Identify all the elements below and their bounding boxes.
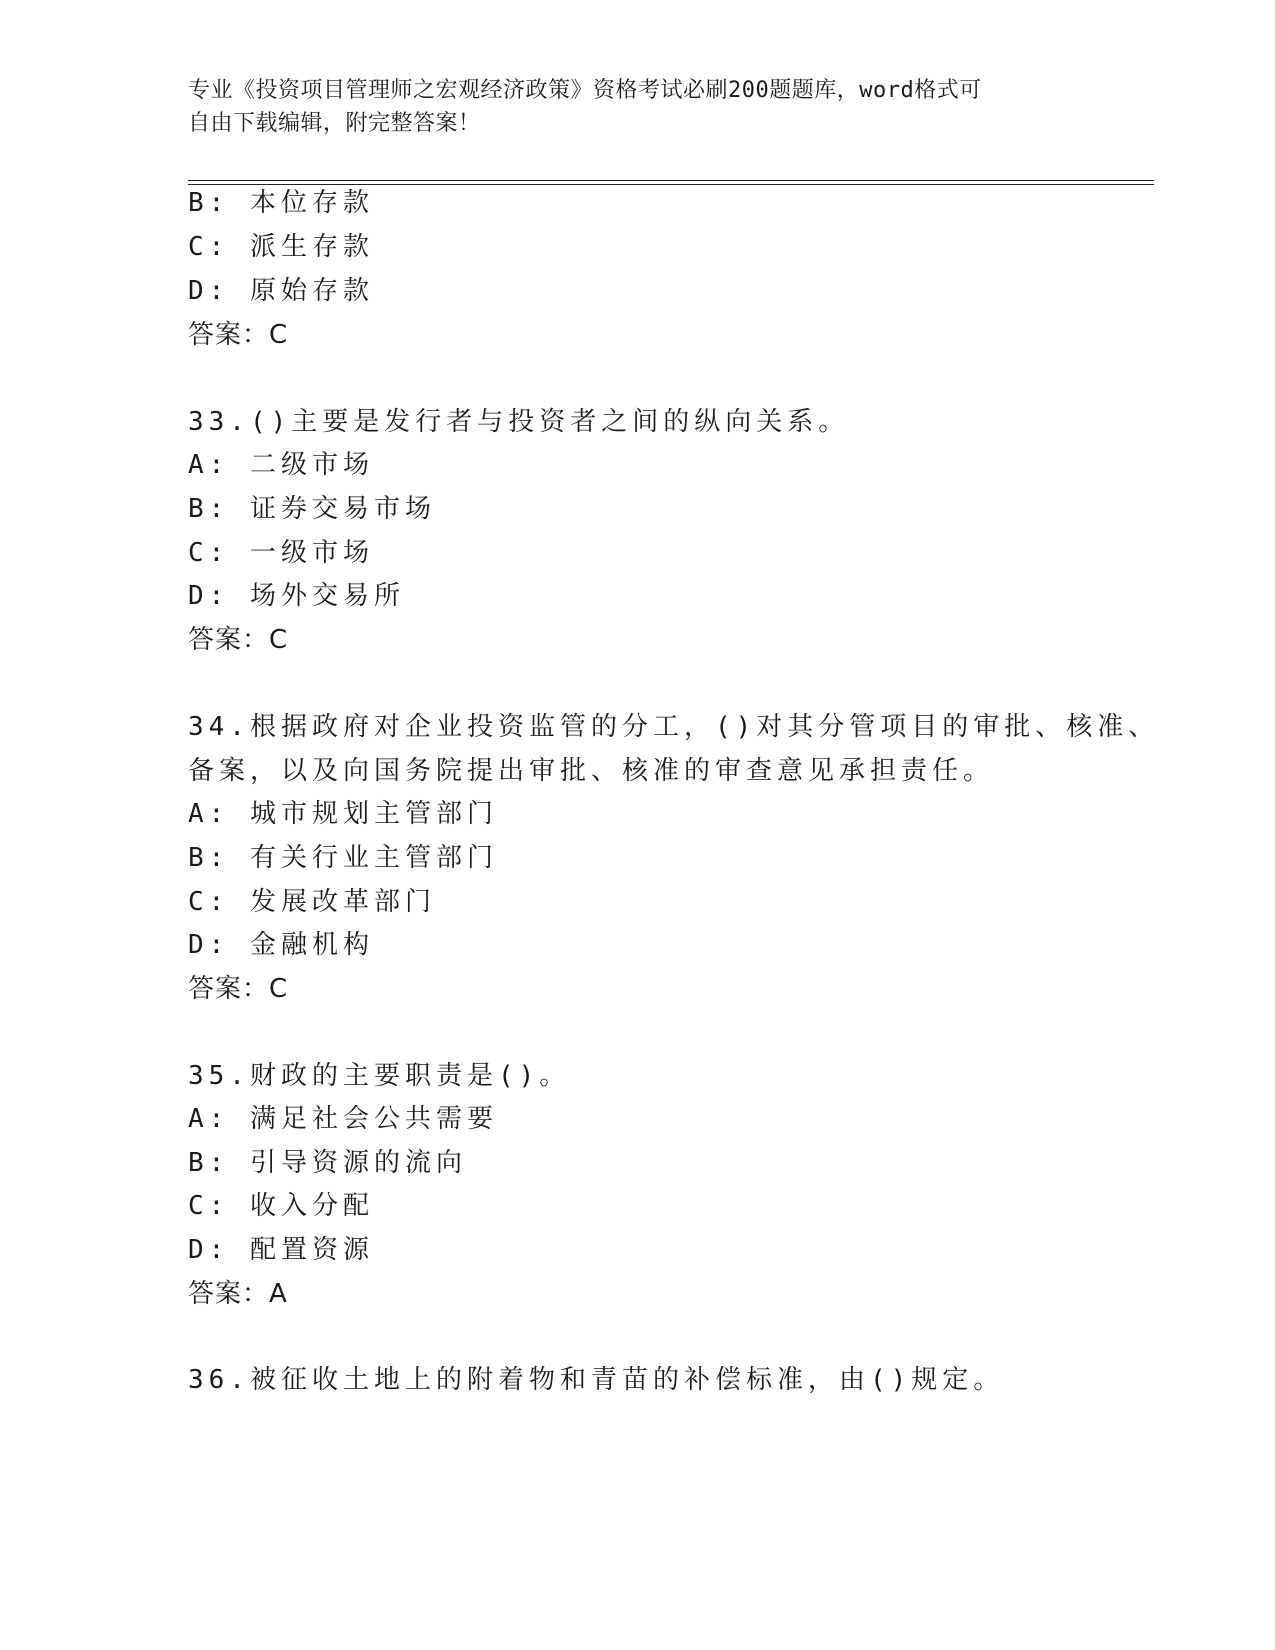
- q36-question: 36.被征收土地上的附着物和青苗的补偿标准，由()规定。: [188, 1365, 1005, 1395]
- q32-option-b: B: 本位存款: [188, 188, 374, 218]
- header-title-line1: 专业《投资项目管理师之宏观经济政策》资格考试必刷200题题库，word格式可: [188, 78, 982, 103]
- q32-option-d: D: 原始存款: [188, 276, 374, 306]
- q33-option-b: B: 证券交易市场: [188, 494, 436, 524]
- q35-option-b: B: 引导资源的流向: [188, 1148, 467, 1178]
- q34-option-d: D: 金融机构: [188, 930, 374, 960]
- q33-option-c: C: 一级市场: [188, 538, 374, 568]
- q33-option-a: A: 二级市场: [188, 450, 374, 480]
- q34-option-b: B: 有关行业主管部门: [188, 843, 498, 873]
- q34-answer: 答案：C: [188, 974, 289, 1004]
- q35-option-a: A: 满足社会公共需要: [188, 1104, 498, 1134]
- q34-option-a: A: 城市规划主管部门: [188, 799, 498, 829]
- q35-option-d: D: 配置资源: [188, 1235, 374, 1265]
- q35-answer: 答案：A: [188, 1279, 288, 1309]
- q33-question: 33.()主要是发行者与投资者之间的纵向关系。: [188, 407, 850, 437]
- q34-option-c: C: 发展改革部门: [188, 887, 436, 917]
- q32-answer: 答案：C: [188, 320, 289, 350]
- q34-question-line2: 备案，以及向国务院提出审批、核准的审查意见承担责任。: [188, 756, 995, 786]
- header-title-line2: 自由下载编辑，附完整答案！: [188, 111, 481, 136]
- q32-option-c: C: 派生存款: [188, 232, 374, 262]
- q34-question-line1: 34.根据政府对企业投资监管的分工，()对其分管项目的审批、核准、: [188, 712, 1160, 742]
- page-header: [188, 74, 1088, 140]
- header-divider: [188, 180, 1154, 185]
- q33-option-d: D: 场外交易所: [188, 581, 405, 611]
- q35-option-c: C: 收入分配: [188, 1191, 374, 1221]
- q35-question: 35.财政的主要职责是()。: [188, 1061, 571, 1091]
- q33-answer: 答案：C: [188, 625, 289, 655]
